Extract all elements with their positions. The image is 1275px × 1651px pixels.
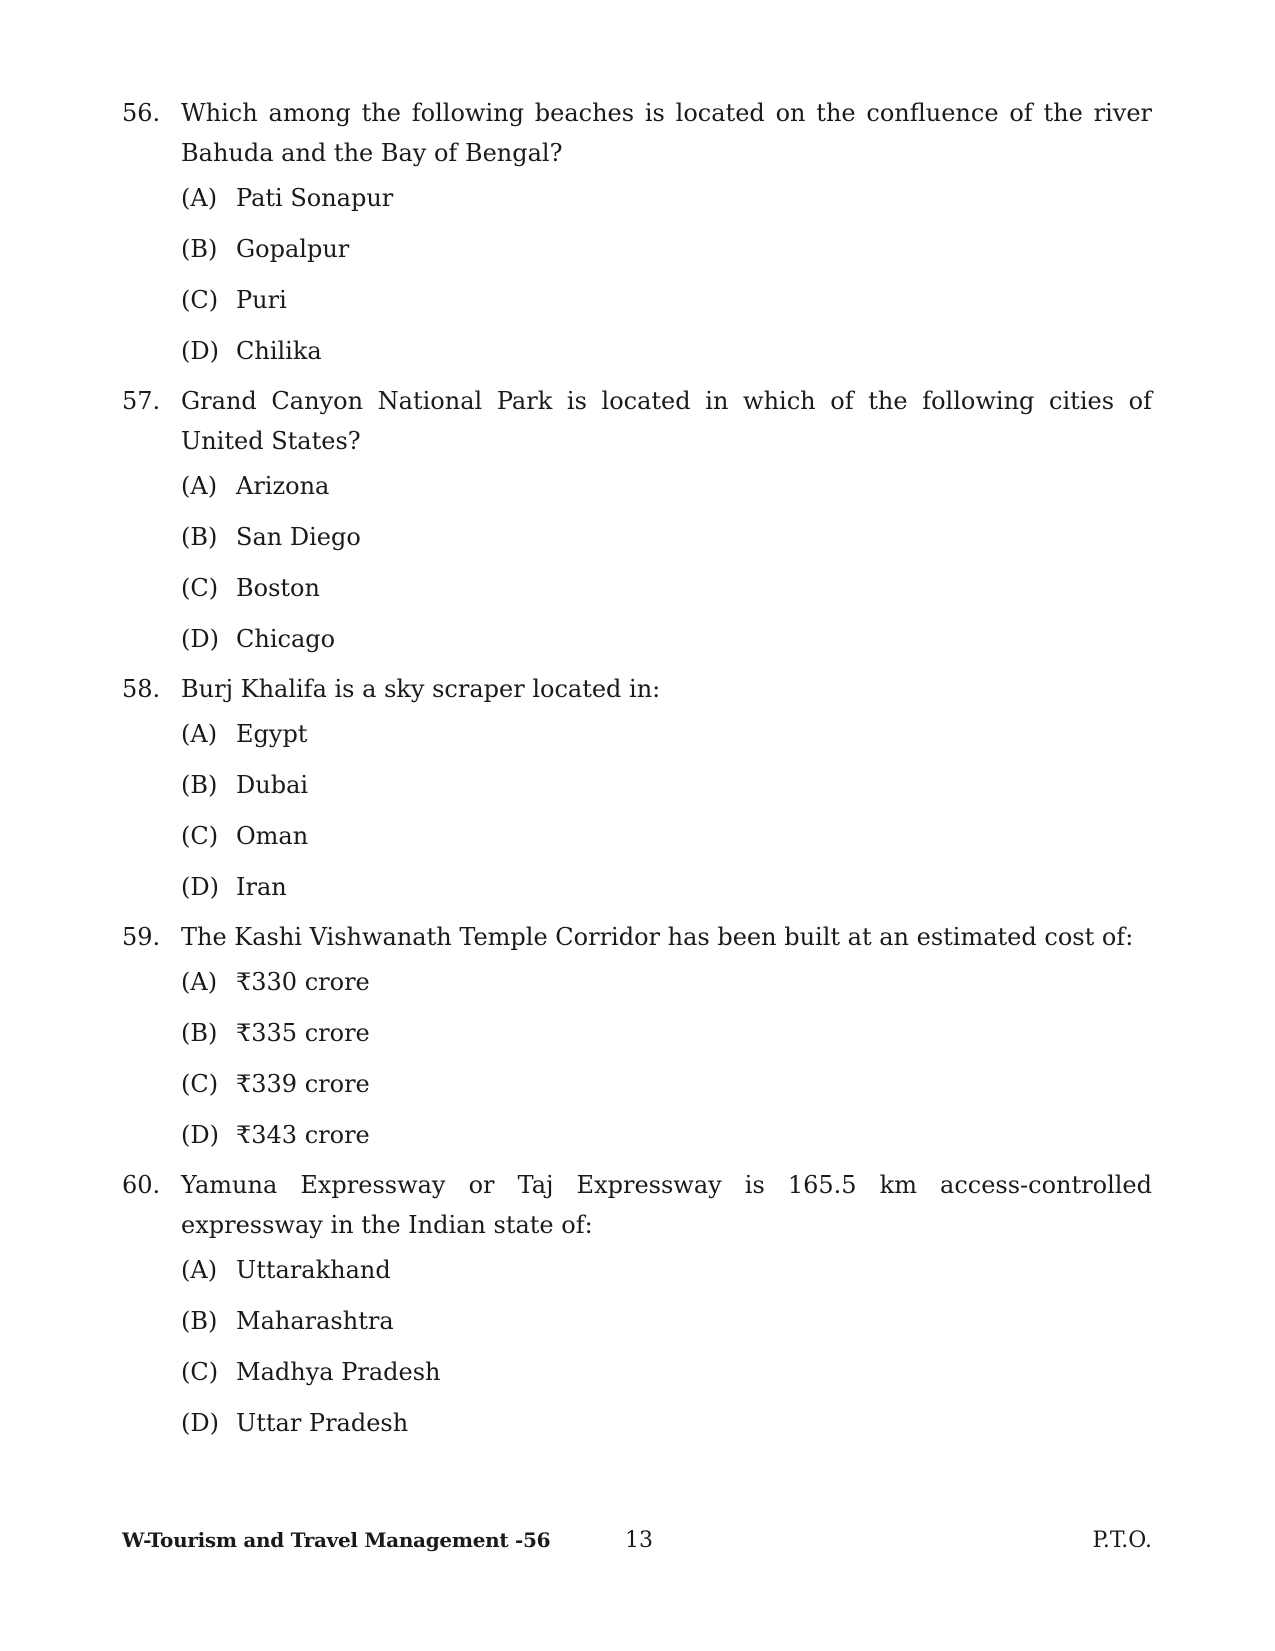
option-a [181,957,1152,1008]
option-c [181,811,1152,862]
question-59 [122,917,1152,1161]
option-d [181,1110,1152,1161]
option-text: ₹343 crore [236,1121,370,1149]
option-d [181,1398,1152,1449]
question-number: 58. [122,675,161,703]
option-list [181,957,1152,1161]
option-d [181,326,1152,377]
option-b [181,1008,1152,1059]
question-list [122,93,1152,1449]
option-text: Arizona [236,472,330,500]
option-c [181,275,1152,326]
option-letter: (A) [181,1256,218,1284]
question-text: The Kashi Vishwanath Temple Corridor has been built at an estimated cost of: [181,923,1134,951]
question-text: Grand Canyon National Park is located in which of the following cities of United States? [181,387,1152,455]
option-d [181,614,1152,665]
option-text: Maharashtra [236,1307,394,1335]
option-b [181,512,1152,563]
option-text: San Diego [236,523,361,551]
option-list [181,461,1152,665]
question-number: 60. [122,1171,161,1199]
option-letter: (D) [181,1121,219,1149]
page-number: 13 [625,1528,653,1553]
question-number: 59. [122,923,161,951]
option-b [181,1296,1152,1347]
option-text: Uttarakhand [236,1256,391,1284]
question-text: Burj Khalifa is a sky scraper located in: [181,675,661,703]
option-letter: (A) [181,720,218,748]
option-c [181,563,1152,614]
option-letter: (C) [181,1358,219,1386]
option-text: Gopalpur [236,235,350,263]
question-header [122,1165,1152,1245]
option-a [181,1245,1152,1296]
option-letter: (D) [181,337,219,365]
question-57 [122,381,1152,665]
question-number: 57. [122,387,161,415]
option-text: Iran [236,873,287,901]
option-letter: (C) [181,574,219,602]
option-letter: (B) [181,1307,218,1335]
option-text: Chilika [236,337,322,365]
question-60 [122,1165,1152,1449]
option-letter: (B) [181,523,218,551]
option-a [181,709,1152,760]
question-header [122,669,1152,709]
option-letter: (A) [181,472,218,500]
question-header [122,917,1152,957]
please-turn-over-label: P.T.O. [1092,1528,1152,1553]
option-text: ₹335 crore [236,1019,370,1047]
option-letter: (C) [181,1070,219,1098]
option-letter: (C) [181,822,219,850]
option-list [181,709,1152,913]
option-text: Egypt [236,720,308,748]
option-letter: (B) [181,235,218,263]
option-a [181,173,1152,224]
option-letter: (A) [181,184,218,212]
option-text: Chicago [236,625,336,653]
question-header [122,381,1152,461]
option-text: ₹339 crore [236,1070,370,1098]
option-b [181,760,1152,811]
option-text: Boston [236,574,320,602]
option-list [181,1245,1152,1449]
option-c [181,1059,1152,1110]
question-text: Yamuna Expressway or Taj Expressway is 165.5 km access-controlled expressway in the Indian state of: [181,1171,1152,1239]
option-text: Pati Sonapur [236,184,394,212]
option-text: ₹330 crore [236,968,370,996]
option-text: Madhya Pradesh [236,1358,441,1386]
paper-code: W-Tourism and Travel Management -56 [122,1528,551,1552]
option-letter: (D) [181,625,219,653]
option-letter: (B) [181,771,218,799]
option-letter: (D) [181,1409,219,1437]
option-text: Uttar Pradesh [236,1409,409,1437]
option-text: Oman [236,822,309,850]
question-58 [122,669,1152,913]
option-c [181,1347,1152,1398]
question-text: Which among the following beaches is located on the confluence of the river Bahuda and the Bay of Bengal? [181,99,1152,167]
question-56 [122,93,1152,377]
question-number: 56. [122,99,161,127]
option-letter: (A) [181,968,218,996]
question-header [122,93,1152,173]
page-footer [122,1528,1152,1564]
option-letter: (C) [181,286,219,314]
option-text: Puri [236,286,287,314]
option-list [181,173,1152,377]
option-d [181,862,1152,913]
option-letter: (D) [181,873,219,901]
option-a [181,461,1152,512]
option-b [181,224,1152,275]
option-letter: (B) [181,1019,218,1047]
option-text: Dubai [236,771,309,799]
